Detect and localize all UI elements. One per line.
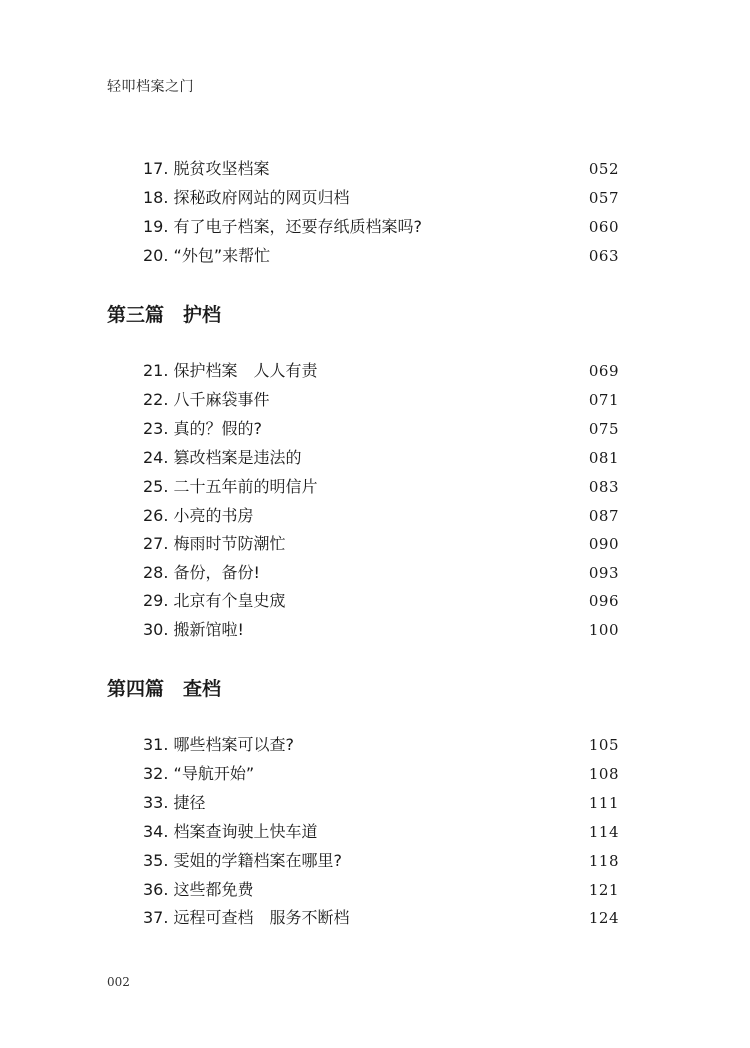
toc-entry-title: 18. 探秘政府网站的网页归档 — [143, 188, 350, 207]
toc-entry-title: 21. 保护档案 人人有责 — [143, 361, 318, 380]
toc-entry — [143, 215, 619, 239]
running-head: 轻叩档案之门 — [107, 79, 194, 95]
toc-entry-page: 118 — [588, 852, 619, 870]
toc-entry — [143, 762, 619, 786]
toc-entry-title: 28. 备份，备份! — [143, 563, 260, 582]
toc-entry-title: 36. 这些都免费 — [143, 880, 254, 899]
toc-entry-page: 087 — [588, 507, 619, 525]
toc-entry-page: 093 — [588, 564, 619, 582]
toc-entry-title: 27. 梅雨时节防潮忙 — [143, 534, 286, 553]
toc-entry-title: 37. 远程可查档 服务不断档 — [143, 908, 350, 927]
toc-entry-page: 096 — [588, 592, 619, 610]
toc-entry — [143, 475, 619, 499]
toc-entry-title: 30. 搬新馆啦! — [143, 620, 244, 639]
toc-entry — [143, 417, 619, 441]
toc-entry-page: 052 — [588, 160, 619, 178]
toc-entry-title: 25. 二十五年前的明信片 — [143, 477, 318, 496]
page-number: 002 — [107, 975, 130, 989]
toc-entry — [143, 359, 619, 383]
part-heading: 第三篇 护档 — [107, 304, 222, 326]
toc-entry-page: 071 — [588, 391, 619, 409]
toc-entry-page: 063 — [588, 247, 619, 265]
toc-entry — [143, 561, 619, 585]
toc-entry — [143, 589, 619, 613]
toc-entry-page: 083 — [588, 478, 619, 496]
toc-entry-page: 060 — [588, 218, 619, 236]
toc-entry — [143, 820, 619, 844]
toc-entry-title: 23. 真的？假的? — [143, 419, 263, 438]
toc-entry-title: 29. 北京有个皇史宬 — [143, 591, 286, 610]
toc-entry — [143, 618, 619, 642]
toc-entry-title: 19. 有了电子档案，还要存纸质档案吗? — [143, 217, 423, 236]
toc-entry-title: 32. “导航开始” — [143, 764, 255, 783]
toc-entry-title: 20. “外包”来帮忙 — [143, 246, 271, 265]
toc-entry — [143, 878, 619, 902]
toc-entry-page: 108 — [588, 765, 619, 783]
part-heading: 第四篇 查档 — [107, 678, 222, 700]
toc-entry-page: 124 — [588, 909, 619, 927]
toc-entry — [143, 791, 619, 815]
toc-entry-title: 31. 哪些档案可以查? — [143, 735, 295, 754]
toc-entry — [143, 446, 619, 470]
toc-entry-title: 33. 捷径 — [143, 793, 206, 812]
toc-entry-page: 111 — [588, 794, 619, 812]
toc-entry-title: 22. 八千麻袋事件 — [143, 390, 270, 409]
toc-entry-page: 090 — [588, 535, 619, 553]
toc-entry — [143, 532, 619, 556]
toc-entry-page: 075 — [588, 420, 619, 438]
toc-entry-page: 121 — [588, 881, 619, 899]
toc-entry-page: 069 — [588, 362, 619, 380]
toc-entry-page: 081 — [588, 449, 619, 467]
toc-entry-page: 105 — [588, 736, 619, 754]
toc-entry-page: 114 — [588, 823, 619, 841]
toc-entry — [143, 388, 619, 412]
toc-entry-page: 057 — [588, 189, 619, 207]
toc-entry-title: 17. 脱贫攻坚档案 — [143, 159, 270, 178]
toc-entry-page: 100 — [588, 621, 619, 639]
toc-entry-title: 34. 档案查询驶上快车道 — [143, 822, 318, 841]
toc-entry — [143, 504, 619, 528]
toc-entry — [143, 733, 619, 757]
toc-entry-title: 26. 小亮的书房 — [143, 506, 254, 525]
toc-entry — [143, 186, 619, 210]
toc-entry — [143, 906, 619, 930]
toc-entry — [143, 157, 619, 181]
toc-entry — [143, 244, 619, 268]
toc-entry-title: 35. 雯姐的学籍档案在哪里? — [143, 851, 343, 870]
toc-entry-title: 24. 篡改档案是违法的 — [143, 448, 302, 467]
toc-entry — [143, 849, 619, 873]
